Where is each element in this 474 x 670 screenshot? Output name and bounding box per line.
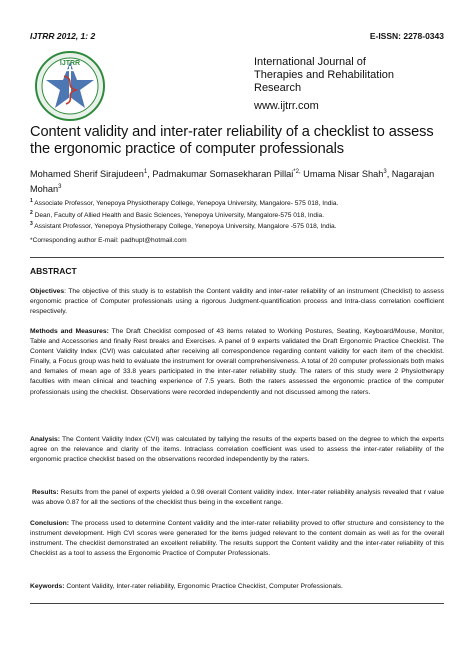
author-list [30, 166, 450, 196]
section-text: The Draft Checklist composed of 43 items related to Working Postures, Seating, Keyboard/Mouse, Monitor, Table and Accessories and finally Rest breaks and Exercises. A panel of 9 experts validated the Draft Ergonomic Practice Checklist. The Content Validity Index (CVI) was calculated after receiving all correspondence regarding content validity for each item of the checklist. Finally, a Focus group was held to evaluate the instrument for overall comprehensiveness. A total of 20 computer professionals both males and females of mean age of 33.8 years participated in the inter-rater reliability study. The raters of this study were 2 Physiotherapy faculties with mean clinical and teaching experience of 7.5 years. Both the raters assessed the ergonomic practice of the computer professionals using the checklist. Observations were recorded independently and not discussed among the raters. [30, 328, 445, 396]
section-text: Results from the panel of experts yielded a 0.98 overall Content validity index. Inter-rater reliability analysis revealed that r value was above 0.87 for all the sections of the checklist thus being in the excellent range. [32, 489, 444, 507]
abstract-results [32, 488, 444, 508]
author-sup: *2, [293, 169, 301, 175]
abstract-conclusion [30, 519, 444, 559]
journal-logo [34, 50, 106, 122]
author-name: , Nagarajan Mohan [30, 169, 435, 195]
journal-website[interactable]: www.ijtrr.com [254, 100, 319, 112]
affiliation-list [30, 197, 450, 232]
divider [30, 257, 444, 258]
divider [30, 603, 444, 604]
section-label: Results: [32, 489, 59, 496]
author-sup: 3 [383, 169, 387, 175]
section-label: Analysis: [30, 436, 61, 443]
journal-name-line: Therapies and Rehabilitation [254, 69, 395, 81]
logo-text: IJTRR [59, 60, 81, 67]
affiliation-item: $^2$ Dean, Faculty of Allied Health and Basic Sciences, Yenepoya University, Mangalore-575 018, India. [30, 209, 325, 219]
author-name: Umama Nisar Shah [300, 169, 384, 180]
eissn-label: E-ISSN: 2278-0343 [369, 31, 444, 41]
section-text: The process used to determine Content validity and the inter-rater reliability proved to offer structure and consistency to the instrument development. High CVI scores were generated for the items judged relevant to the content domain as well as for the overall instrument. The checklist demonstrated an excellent reliability. The results support the Content validity and the inter-rater reliability of this Checklist as a tool to assess the Ergonomic Practice of Computer Professionals. [30, 520, 444, 558]
abstract-keywords [30, 582, 444, 592]
section-label: Methods and Measures: [30, 328, 109, 335]
abstract-analysis [30, 435, 444, 465]
journal-name-line: Research [254, 82, 302, 94]
author-sup: 3 [58, 184, 62, 191]
abstract-heading: ABSTRACT [30, 266, 77, 276]
section-label: Objectives [30, 288, 65, 295]
author-name: , Padmakumar Somasekharan Pillai [147, 169, 294, 180]
article-title: Content validity and inter-rater reliability of a checklist to assess the ergonomic practice of computer professionals [30, 124, 434, 157]
abstract-methods [30, 327, 444, 398]
affiliation-item: $^3$ Assistant Professor, Yenepoya Physiotherapy College, Yenepoya University, Mangalore -575 018, India. [30, 221, 337, 231]
author-sup: 1 [143, 169, 148, 175]
section-text: Content Validity, Inter-rater reliability, Ergonomic Practice Checklist, Computer Professionals. [64, 583, 343, 590]
section-label: Keywords: [30, 583, 65, 590]
abstract-objectives [30, 287, 444, 317]
journal-reference: IJTRR 2012, 1: 2 [30, 31, 96, 41]
section-text: The Content Validity Index (CVI) was calculated by tallying the results of the experts based on the degree to which the experts agree on the relevance and clarity of the items. Intraclass correlation coefficient was used to assess the inter-rater reliability of the ergonomic practice checklist based on the observations recorded independently by the raters. [30, 436, 444, 464]
section-label: Conclusion: [30, 520, 69, 527]
journal-name [254, 56, 394, 95]
corresponding-author: *Corresponding author E-mail: padhupt@hotmail.com [30, 237, 187, 244]
affiliation-item: $^1$ Associate Professor, Yenepoya Physiotherapy College, Yenepoya University, Mangalore- 575 018, India. [30, 198, 339, 208]
author-name: Mohamed Sherif Sirajudeen [30, 169, 144, 180]
section-text: : The objective of this study is to establish the Content validity and inter-rater reliability of an instrument (Checklist) to assess ergonomic practice of Computer professionals using a rigorous Judgment-quantification process and Intra-class correlation coefficient respectively. [30, 288, 444, 316]
journal-name-line: International Journal of [254, 56, 366, 68]
